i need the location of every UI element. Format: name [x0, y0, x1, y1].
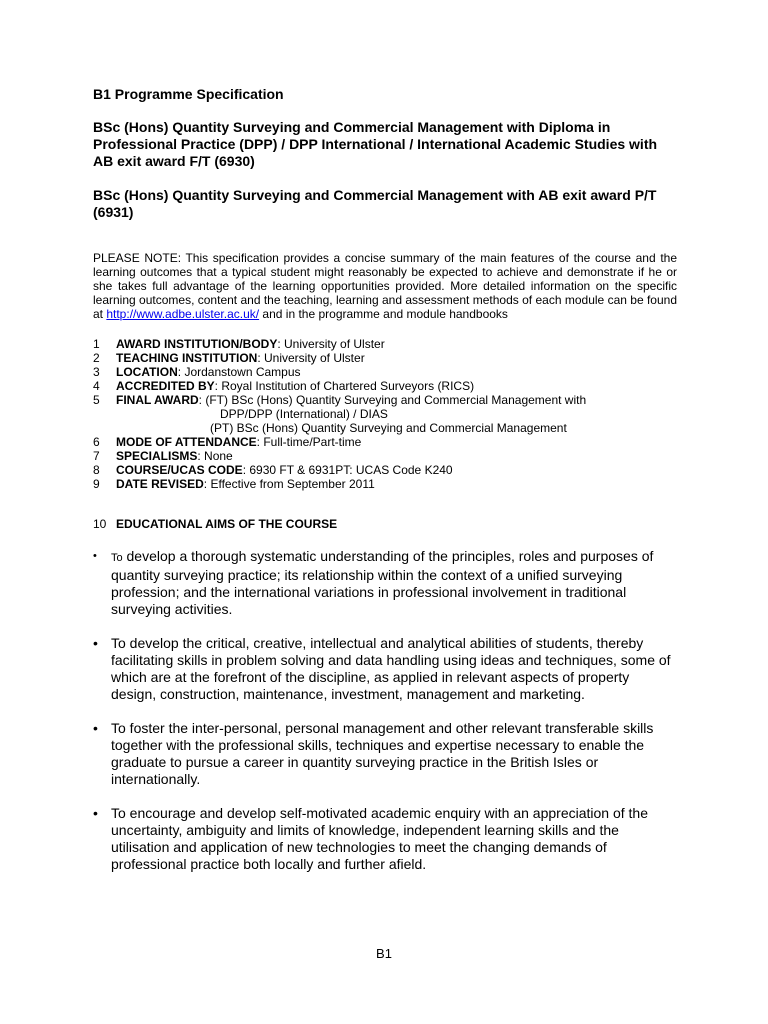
item-value: : Jordanstown Campus: [177, 365, 301, 379]
item-value: : University of Ulster: [277, 337, 385, 351]
item-value: : Royal Institution of Chartered Surveyors (RICS): [214, 379, 475, 393]
item-label: SPECIALISMS: [116, 449, 198, 463]
educational-aims-heading: [93, 517, 677, 531]
item-number: 6: [93, 435, 100, 449]
bullet-icon: •: [93, 550, 97, 562]
item-value: : Full-time/Part-time: [256, 435, 362, 449]
item-number: 1: [93, 337, 100, 351]
detail-item-teaching-institution: [93, 351, 677, 365]
aim-item: [93, 635, 677, 703]
course-title-pt: BSc (Hons) Quantity Surveying and Commercial Management with AB exit award P/T (6931): [93, 187, 657, 220]
item-label: COURSE/UCAS CODE: [116, 463, 243, 477]
page-footer-label: B1: [376, 946, 392, 961]
item-value-continuation: DPP/DPP (International) / DIAS: [220, 407, 388, 421]
please-note-paragraph: [93, 251, 677, 321]
item-label: TEACHING INSTITUTION: [116, 351, 258, 365]
note-text-before: PLEASE NOTE: This specification provides a concise summary of the main features of the course and the learning outcomes that a typical student might reasonably be expected to achieve and demonstrate if he or she takes full advantage of the learning opportunities provided. More detailed information on the specific learning outcomes, content and the teaching, learning and assessment methods of each module can be found at: [93, 251, 677, 321]
item-number: 7: [93, 449, 100, 463]
note-text-after: and in the programme and module handbooks: [259, 307, 508, 321]
programme-spec-heading: B1 Programme Specification: [93, 86, 284, 102]
item-number: 5: [93, 393, 100, 407]
item-value: : University of Ulster: [257, 351, 365, 365]
detail-item-final-award: [93, 393, 677, 435]
detail-item-award-institution: [93, 337, 677, 351]
item-value: : (FT) BSc (Hons) Quantity Surveying and Commercial Management with: [198, 393, 587, 407]
aim-text: To foster the inter-personal, personal management and other relevant transferable skills together with the professional skills, techniques and expertise necessary to enable the graduate to pursue a career in quantity surveying practice in the British Isles or internationally.: [111, 720, 654, 787]
aim-first-word: To: [111, 552, 123, 564]
course-title-ft: BSc (Hons) Quantity Surveying and Commercial Management with Diploma in Professional Practice (DPP) / DPP International / International Academic Studies with AB exit award F/T (6930): [93, 119, 658, 169]
aim-text: To encourage and develop self-motivated academic enquiry with an appreciation of the uncertainty, ambiguity and limits of knowledge, independent learning skills and the utilisation and application of new technologies to meet the changing demands of professional practice both locally and further afield.: [111, 805, 648, 872]
aim-item: [93, 548, 677, 618]
detail-item-location: [93, 365, 677, 379]
item-label: ACCREDITED BY: [116, 379, 215, 393]
aim-item: [93, 720, 677, 788]
page-content: [93, 86, 677, 890]
detail-item-course-ucas-code: [93, 463, 677, 477]
item-number: 9: [93, 477, 100, 491]
section-label: EDUCATIONAL AIMS OF THE COURSE: [116, 517, 338, 531]
educational-aims-list: [93, 548, 677, 873]
item-label: AWARD INSTITUTION/BODY: [116, 337, 278, 351]
detail-item-mode-of-attendance: [93, 435, 677, 449]
item-label: MODE OF ATTENDANCE: [116, 435, 257, 449]
item-value-continuation: (PT) BSc (Hons) Quantity Surveying and Commercial Management: [210, 421, 567, 435]
item-value: : None: [197, 449, 233, 463]
item-number: 8: [93, 463, 100, 477]
adbe-link[interactable]: http://www.adbe.ulster.ac.uk/: [106, 307, 260, 321]
item-number: 4: [93, 379, 100, 393]
bullet-icon: •: [93, 805, 98, 821]
item-number: 2: [93, 351, 100, 365]
aim-item: [93, 805, 677, 873]
bullet-icon: •: [93, 635, 98, 651]
item-label: DATE REVISED: [116, 477, 204, 491]
detail-item-date-revised: [93, 477, 677, 491]
programme-details-list: [93, 337, 677, 491]
item-label: FINAL AWARD: [116, 393, 199, 407]
item-value: : Effective from September 2011: [203, 477, 375, 491]
item-value: : 6930 FT & 6931PT: UCAS Code K240: [242, 463, 453, 477]
bullet-icon: •: [93, 720, 98, 736]
detail-item-accredited-by: [93, 379, 677, 393]
aim-text: To develop the critical, creative, intellectual and analytical abilities of students, thereby facilitating skills in problem solving and data handling using ideas and techniques, some of which are at the forefront of the discipline, as applied in relevant aspects of property design, construction, maintenance, investment, management and marketing.: [111, 635, 671, 702]
item-label: LOCATION: [116, 365, 178, 379]
item-number: 3: [93, 365, 100, 379]
detail-item-specialisms: [93, 449, 677, 463]
aim-text: develop a thorough systematic understanding of the principles, roles and purposes of quantity surveying practice; its relationship within the context of a unified surveying profession; and the international variations in professional involvement in traditional surveying activities.: [111, 548, 654, 617]
section-number: 10: [93, 517, 107, 531]
